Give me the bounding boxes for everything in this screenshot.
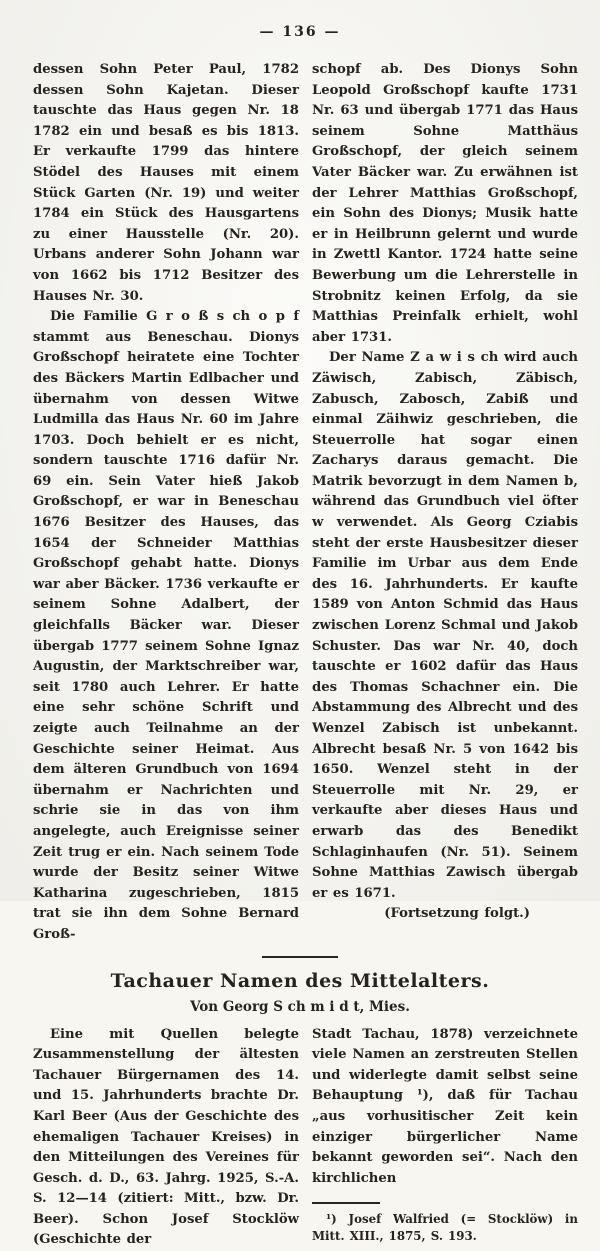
- article2-left-column: [33, 1025, 299, 1251]
- article2-columns: [0, 1025, 600, 1251]
- footnote: ¹) Josef Walfried (= Stocklöw) in Mitt. XIII., 1875, S. 193.: [312, 1212, 578, 1243]
- article1-left-paragraph-1: dessen Sohn Peter Paul, 1782 dessen Sohn Kajetan. Dieser tauschte das Haus gegen Nr. 18 1782 ein und besaß es bis 1813. Er verkaufte 1799 das hintere Stödel des Hauses mit einem Stück Garten (Nr. 19) und weiter 1784 ein Stück des Hausgartens zu einer Hausstelle (Nr. 20). Urbans anderer Sohn Johann war von 1662 bis 1712 Besitzer des Hauses Nr. 30.: [33, 62, 299, 304]
- article1-right-paragraph-1: schopf ab. Des Dionys Sohn Leopold Großschopf kaufte 1731 Nr. 63 und übergab 1771 das Haus seinem Sohne Matthäus Großschopf, der gleich seinem Vater Bäcker war. Zu erwähnen ist der Lehrer Matthias Großschopf, ein Sohn des Dionys; Musik hatte er in Heilbrunn gelernt und wurde in Zwettl Kantor. 1724 hatte seine Bewerbung um die Lehrerstelle in Strobnitz keinen Erfolg, da sie Matthias Preinfalk erhielt, wohl aber 1731.: [312, 62, 578, 345]
- article-title: Tachauer Namen des Mittelalters.: [110, 969, 490, 992]
- article1-right-paragraph-2: Der Name Z a w i s ch wird auch Zäwisch, Zabisch, Zäbisch, Zabusch, Zabosch, Zabiß und einmal Zäihwiz geschrieben, die Steuerrolle hat sogar einen Zacharys daraus gemacht. Die Matrik bevorzugt in dem Namen b, während das Grundbuch viel öfter w verwendet. Als Georg Cziabis steht der erste Hausbesitzer dieser Familie im Urbar aus dem Ende des 16. Jahrhunderts. Er kaufte 1589 von Anton Schmid das Haus zwischen Lorenz Schmal und Jakob Schuster. Das war Nr. 40, doch tauschte er 1602 dafür das Haus des Thomas Schachner ein. Die Abstammung des Albrecht und des Wenzel Zabisch ist unbekannt. Albrecht besaß Nr. 5 von 1642 bis 1650. Wenzel steht in der Steuerrolle mit Nr. 29, er verkaufte aber dieses Haus und erwarb das des Benedikt Schlaginhaufen (Nr. 51). Seinem Sohne Matthias Zawisch übergab er es 1671.: [312, 350, 578, 901]
- footnote-separator: [312, 1202, 380, 1204]
- continuation-note: (Fortsetzung folgt.): [384, 906, 530, 922]
- article2-left-paragraph-1: Eine mit Quellen belegte Zusammenstellung der ältesten Tachauer Bürgernamen des 14. und 15. Jahrhunderts brachte Dr. Karl Beer (Aus der Geschichte des ehemaligen Tachauer Kreises) in den Mitteilungen des Vereines für Gesch. d. D., 63. Jahrg. 1925, S.-A. S. 12—14 (zitiert: Mitt., bzw. Dr. Beer). Schon Josef Stocklöw (Geschichte der: [33, 1026, 299, 1248]
- article1-right-column: [312, 60, 578, 946]
- article2-right-column: [312, 1025, 578, 1251]
- article2-right-paragraph-1: Stadt Tachau, 1878) verzeichnete viele Namen an zerstreuten Stellen und widerlegte damit selbst seine Behauptung ¹), daß für Tachau „aus vorhusitischer Zeit kein einziger bürgerlicher Name bekannt geworden sei“. Nach den kirchlichen: [312, 1026, 578, 1186]
- section-divider: [262, 956, 338, 958]
- page-number: — 136 —: [259, 24, 341, 40]
- article1-left-column: [33, 60, 299, 946]
- article1-columns: [0, 60, 600, 946]
- article-byline: Von Georg S ch m i d t, Mies.: [190, 998, 410, 1015]
- article1-left-paragraph-2: Die Familie G r o ß s ch o p f stammt aus Beneschau. Dionys Großschopf heiratete eine Tochter des Bäckers Martin Edlbacher und übernahm von dessen Witwe Ludmilla das Haus Nr. 60 im Jahre 1703. Doch behielt er es nicht, sondern tauschte 1716 dafür Nr. 69 ein. Sein Vater hieß Jakob Großschopf, er war in Beneschau 1676 Besitzer des Hauses, das 1654 der Schneider Matthias Großschopf gehabt hatte. Dionys war aber Bäcker. 1736 verkaufte er seinem Sohne Adalbert, der gleichfalls Bäcker war. Dieser übergab 1777 seinem Sohne Ignaz Augustin, der Marktschreiber war, seit 1780 auch Lehrer. Er hatte eine sehr schöne Schrift und zeigte auch Teilnahme an der Geschichte seiner Heimat. Aus dem älteren Grundbuch von 1694 übernahm er Nachrichten und schrie sie in das von ihm angelegte, auch Ereignisse seiner Zeit trug er ein. Nach seinem Tode wurde der Besitz seiner Witwe Katharina zugeschrieben, 1815 trat sie ihn dem Sohne Bernard Groß-: [33, 309, 299, 942]
